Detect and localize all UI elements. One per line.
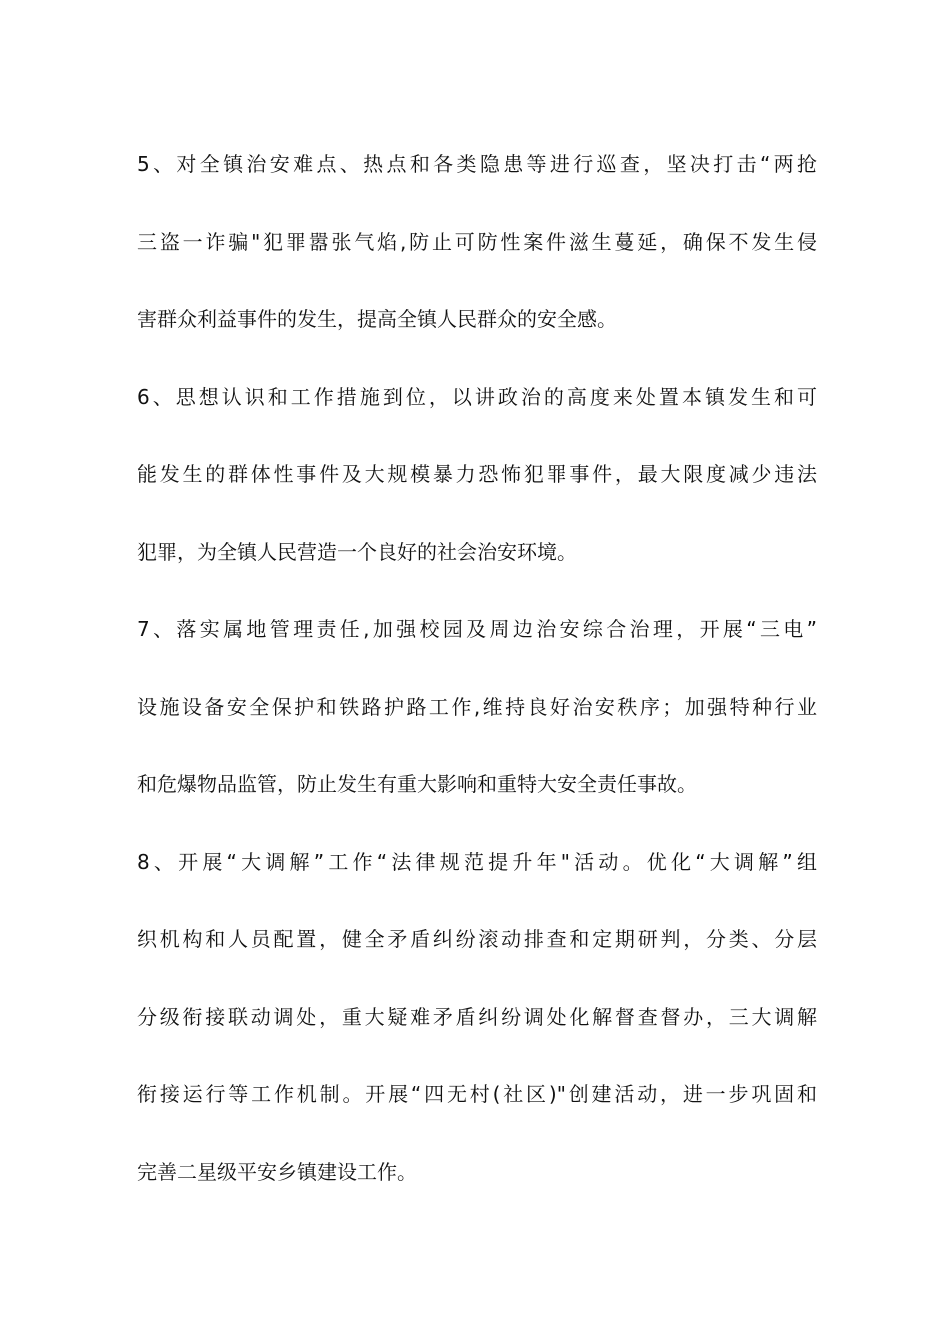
paragraph-line: 6、思想认识和工作措施到位，以讲政治的高度来处置本镇发生和可 <box>137 384 817 409</box>
paragraph-item-5 <box>137 136 817 369</box>
paragraph-line: 三盗一诈骗"犯罪嚣张气焰,防止可防性案件滋生蔓延，确保不发生侵 <box>137 229 817 254</box>
paragraph-line: 能发生的群体性事件及大规模暴力恐怖犯罪事件，最大限度减少违法 <box>137 462 817 486</box>
paragraph-line: 害群众利益事件的发生，提高全镇人民群众的安全感。 <box>137 307 617 331</box>
paragraph-item-6 <box>137 369 817 602</box>
paragraph-line: 完善二星级平安乡镇建设工作。 <box>137 1159 417 1184</box>
paragraph-item-7 <box>137 601 817 834</box>
paragraph-line: 5、对全镇治安难点、热点和各类隐患等进行巡查，坚决打击“两抢 <box>137 152 817 176</box>
paragraph-line: 织机构和人员配置，健全矛盾纠纷滚动排查和定期研判，分类、分层 <box>137 927 817 951</box>
paragraph-line: 犯罪，为全镇人民营造一个良好的社会治安环境。 <box>137 539 577 564</box>
paragraph-item-8 <box>137 834 817 1222</box>
paragraph-line: 衔接运行等工作机制。开展“四无村(社区)"创建活动，进一步巩固和 <box>137 1082 817 1106</box>
paragraph-line: 7、落实属地管理责任,加强校园及周边治安综合治理，开展“三电” <box>137 617 817 641</box>
paragraph-line: 8、开展“大调解”工作“法律规范提升年"活动。优化“大调解”组 <box>137 849 817 874</box>
paragraph-line: 和危爆物品监管，防止发生有重大影响和重特大安全责任事故。 <box>137 772 697 796</box>
document-body <box>137 136 817 1221</box>
paragraph-line: 设施设备安全保护和铁路护路工作,维持良好治安秩序；加强特种行业 <box>137 694 817 719</box>
paragraph-line: 分级衔接联动调处，重大疑难矛盾纠纷调处化解督查督办，三大调解 <box>137 1004 817 1029</box>
